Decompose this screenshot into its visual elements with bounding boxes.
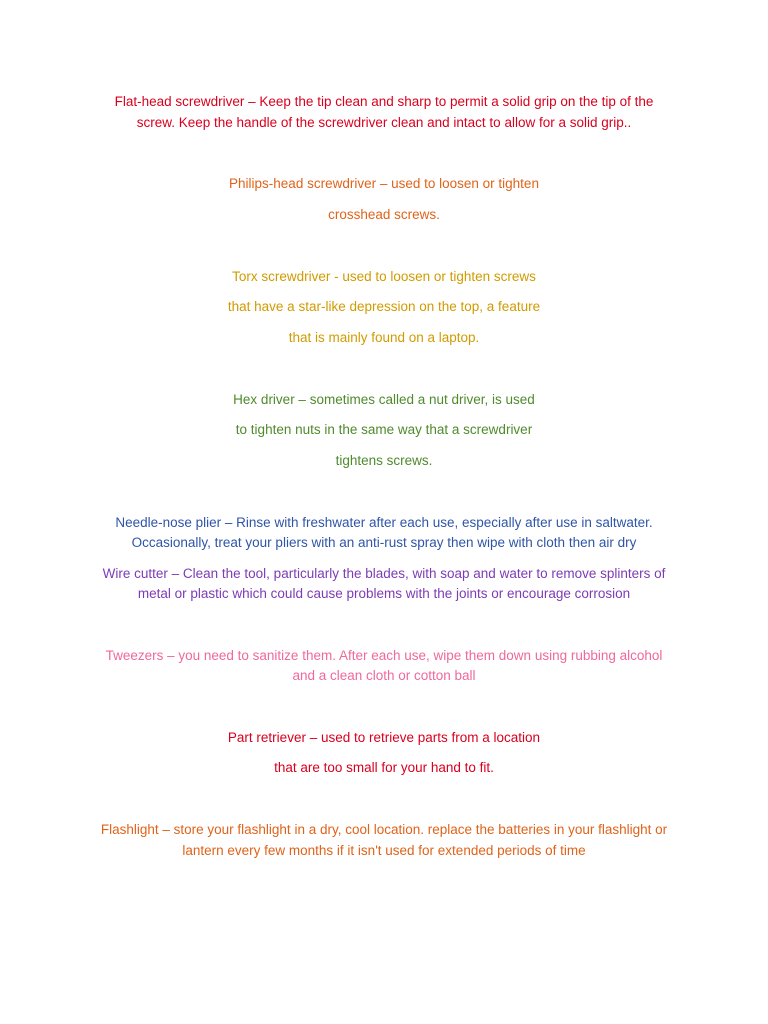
hex-driver-line-3: tightens screws. (335, 453, 433, 468)
hex-driver-line-1: Hex driver – sometimes called a nut driver, is used (233, 392, 535, 407)
philips-head-screwdriver-line-2: crosshead screws. (328, 207, 440, 222)
philips-head-screwdriver-line-1: Philips-head screwdriver – used to loosen or tighten (229, 176, 539, 191)
tweezers-line-1: Tweezers – you need to sanitize them. After each use, wipe them down using rubbing alcohol (105, 648, 663, 663)
flashlight-line-2: lantern every few months if it isn't used for extended periods of time (182, 843, 586, 858)
flat-head-screwdriver-line-2: screw. Keep the handle of the screwdriver clean and intact to allow for a solid grip.. (136, 115, 632, 130)
needle-nose-plier-line-2: Occasionally, treat your pliers with an anti-rust spray then wipe with cloth then air dry (131, 535, 637, 550)
flashlight-line-1: Flashlight – store your flashlight in a dry, cool location. replace the batteries in your flashlight or (100, 822, 668, 837)
hex-driver-line-2: to tighten nuts in the same way that a screwdriver (235, 422, 533, 437)
tweezers-line-2: and a clean cloth or cotton ball (292, 668, 476, 683)
torx-screwdriver-line-3: that is mainly found on a laptop. (288, 330, 480, 345)
wire-cutter-line-2: metal or plastic which could cause problems with the joints or encourage corrosion (137, 586, 631, 601)
torx-screwdriver-line-2: that have a star-like depression on the top, a feature (227, 299, 541, 314)
part-retriever-line-1: Part retriever – used to retrieve parts from a location (227, 730, 541, 745)
needle-nose-plier-line-1: Needle-nose plier – Rinse with freshwater after each use, especially after use in saltwater. (115, 515, 653, 530)
torx-screwdriver-line-1: Torx screwdriver - used to loosen or tighten screws (232, 269, 536, 284)
part-retriever-line-2: that are too small for your hand to fit. (274, 760, 494, 775)
flat-head-screwdriver-line-1: Flat-head screwdriver – Keep the tip clean and sharp to permit a solid grip on the tip of the (114, 94, 654, 109)
wire-cutter-line-1: Wire cutter – Clean the tool, particularly the blades, with soap and water to remove splinters of (102, 566, 666, 581)
